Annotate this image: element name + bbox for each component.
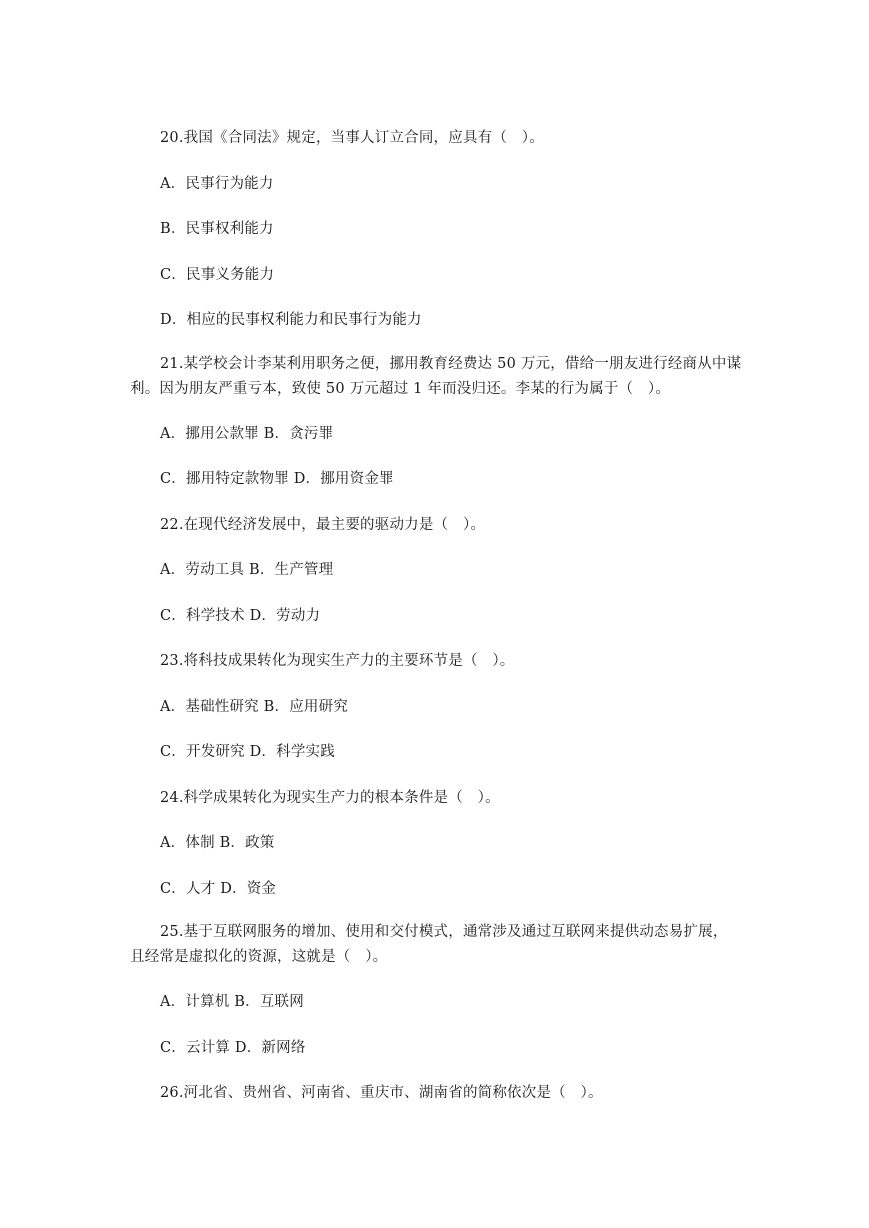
question-25-stem: 25.基于互联网服务的增加、使用和交付模式，通常涉及通过互联网来提供动态易扩展，且经常是虚拟化的资源，这就是（ ）。 <box>130 924 728 965</box>
question-24-options-cd: C．人才 D．资金 <box>160 881 277 897</box>
question-22-stem: 22.在现代经济发展中，最主要的驱动力是（ ）。 <box>160 517 486 533</box>
question-20-option-d: D．相应的民事权利能力和民事行为能力 <box>160 312 422 328</box>
question-23-options-ab: A．基础性研究 B．应用研究 <box>160 699 349 715</box>
question-20-stem: 20.我国《合同法》规定，当事人订立合同，应具有（ ）。 <box>160 130 544 146</box>
question-21-options-ab: A．挪用公款罪 B．贪污罪 <box>160 426 334 442</box>
question-25-options-cd: C．云计算 D．新网络 <box>160 1040 306 1056</box>
question-25-options-ab: A．计算机 B．互联网 <box>160 994 304 1010</box>
question-22-options-cd: C．科学技术 D．劳动力 <box>160 608 321 624</box>
question-20-option-c: C．民事义务能力 <box>160 267 275 283</box>
question-24-options-ab: A．体制 B．政策 <box>160 835 275 851</box>
question-26-stem: 26.河北省、贵州省、河南省、重庆市、湖南省的简称依次是（ ）。 <box>160 1085 603 1101</box>
question-23-options-cd: C．开发研究 D．科学实践 <box>160 744 335 760</box>
question-23-stem: 23.将科技成果转化为现实生产力的主要环节是（ ）。 <box>160 653 515 669</box>
question-24-stem: 24.科学成果转化为现实生产力的根本条件是（ ）。 <box>160 790 500 806</box>
question-21-stem: 21.某学校会计李某利用职务之便，挪用教育经费达 50 万元，借给一朋友进行经商从中谋利。因为朋友严重亏本，致使 50 万元超过 1 年而没归还。李某的行为属于（ ）。 <box>130 356 742 397</box>
question-21-options-cd: C．挪用特定款物罪 D．挪用资金罪 <box>160 471 394 487</box>
question-20-option-a: A．民事行为能力 <box>160 176 274 192</box>
question-20-option-b: B．民事权利能力 <box>160 221 274 237</box>
question-22-options-ab: A．劳动工具 B．生产管理 <box>160 562 334 578</box>
